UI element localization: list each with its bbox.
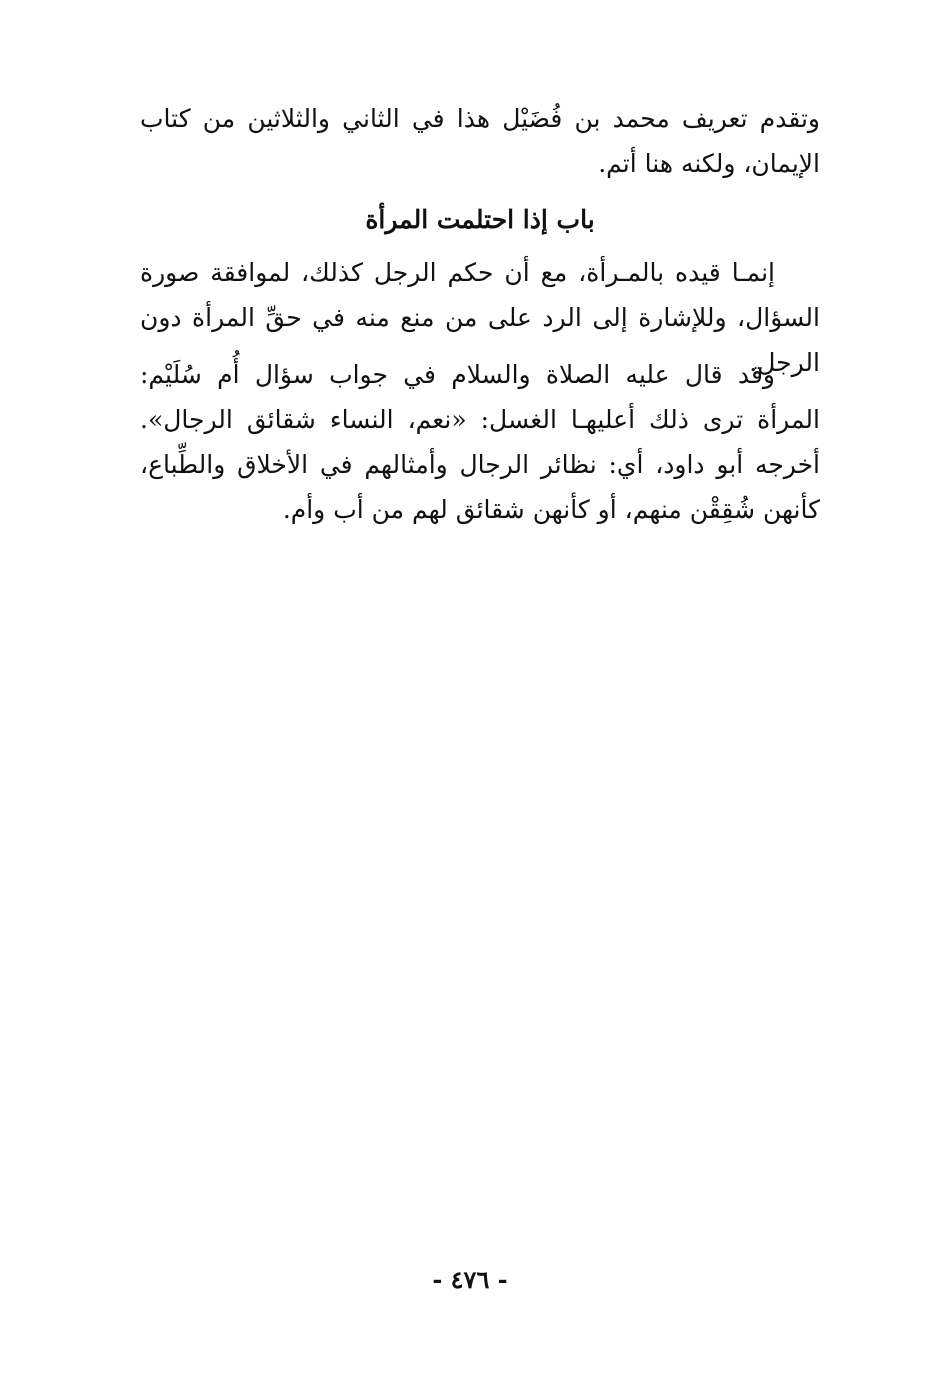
chapter-heading: باب إذا احتلمت المرأة	[365, 205, 595, 234]
paragraph-explanation: إنمـا قيده بالمـرأة، مع أن حكم الرجل كذلك، لموافقة صورة السؤال، وللإشارة إلى الرد على من منع منه في حقِّ المرأة دون الرجل.	[140, 258, 820, 377]
paragraph-hadith: وقد قال عليه الصلاة والسلام في جواب سؤال أُم سُلَيْم: المرأة ترى ذلك أعليهـا الغسل: «نعم، النساء شقائق الرجال». أخرجه أبو داود، أي: نظائر الرجال وأمثالهم في الأخلاق والطِّباع، كأنهن شُقِقْن منهم، أو كأنهن شقائق لهم من أب وأم.	[140, 360, 820, 524]
paragraph-intro: وتقدم تعريف محمد بن فُضَيْل هذا في الثاني والثلاثين من كتاب الإيمان، ولكنه هنا أتم.	[140, 104, 820, 178]
page-number: - ٤٧٦ -	[432, 1265, 508, 1294]
